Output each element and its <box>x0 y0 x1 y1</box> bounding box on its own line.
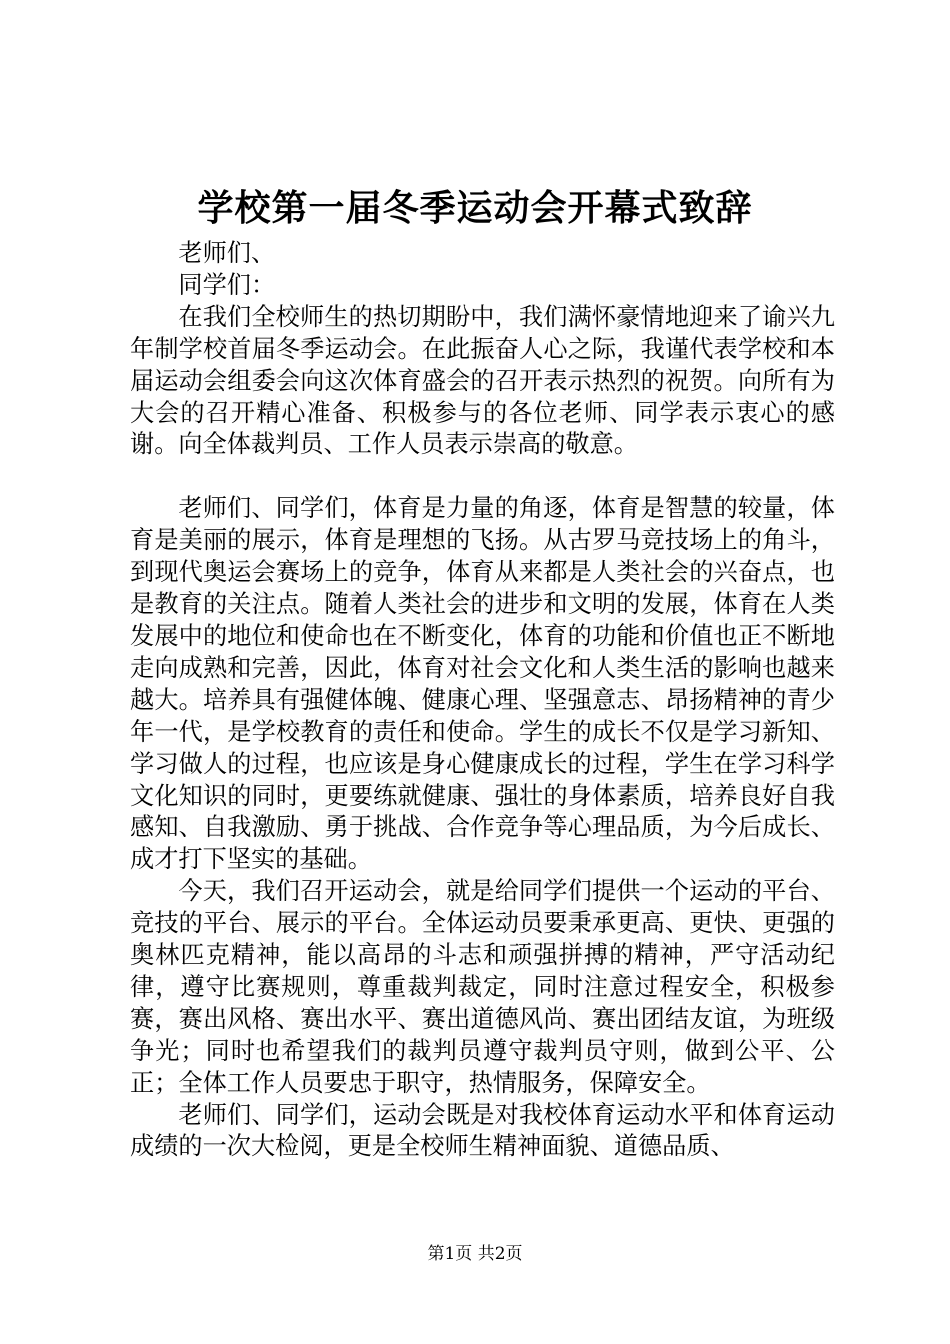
salutation-teachers: 老师们、 <box>178 239 276 267</box>
salutation-students: 同学们： <box>178 270 276 299</box>
paragraph-today: 今天，我们召开运动会，就是给同学们提供一个运动的平台、竞技的平台、展示的平台。全体运动员要秉承更高、更快、更强的奥林匹克精神，能以高昂的斗志和顽强拼搏的精神，严守活动纪律，遵守比赛规则，尊重裁判裁定，同时注意过程安全，积极参赛，赛出风格、赛出水平、赛出道德风尚、赛出团结友谊，为班级争光；同时也希望我们的裁判员遵守裁判员守则，做到公平、公正；全体工作人员要忠于职守，热情服务，保障安全。 <box>130 877 835 1097</box>
page-footer: 第1页 共2页 <box>427 1244 523 1264</box>
paragraph-sports-meaning: 老师们、同学们，体育是力量的角逐，体育是智慧的较量，体育是美丽的展示，体育是理想的飞扬。从古罗马竞技场上的角斗，到现代奥运会赛场上的竞争，体育从来都是人类社会的兴奋点，也是教育的关注点。随着人类社会的进步和文明的发展，体育在人类发展中的地位和使命也在不断变化，体育的功能和价值也正不断地走向成熟和完善，因此，体育对社会文化和人类生活的影响也越来越大。培养具有强健体魄、健康心理、坚强意志、昂扬精神的青少年一代，是学校教育的责任和使命。学生的成长不仅是学习新知、学习做人的过程，也应该是身心健康成长的过程，学生在学习科学文化知识的同时，更要练就健康、强壮的身体素质，培养良好自我感知、自我激励、勇于挑战、合作竞争等心理品质，为今后成长、成才打下坚实的基础。 <box>130 494 835 874</box>
paragraph-opening: 在我们全校师生的热切期盼中，我们满怀豪情地迎来了谕兴九年制学校首届冬季运动会。在此振奋人心之际，我谨代表学校和本届运动会组委会向这次体育盛会的召开表示热烈的祝贺。向所有为大会的召开精心准备、积极参与的各位老师、同学表示衷心的感谢。向全体裁判员、工作人员表示崇高的敬意。 <box>130 302 835 459</box>
paragraph-review: 老师们、同学们，运动会既是对我校体育运动水平和体育运动成绩的一次大检阅，更是全校师生精神面貌、道德品质、 <box>130 1100 835 1161</box>
document-body <box>130 238 835 1163</box>
document-title: 学校第一届冬季运动会开幕式致辞 <box>197 187 753 229</box>
